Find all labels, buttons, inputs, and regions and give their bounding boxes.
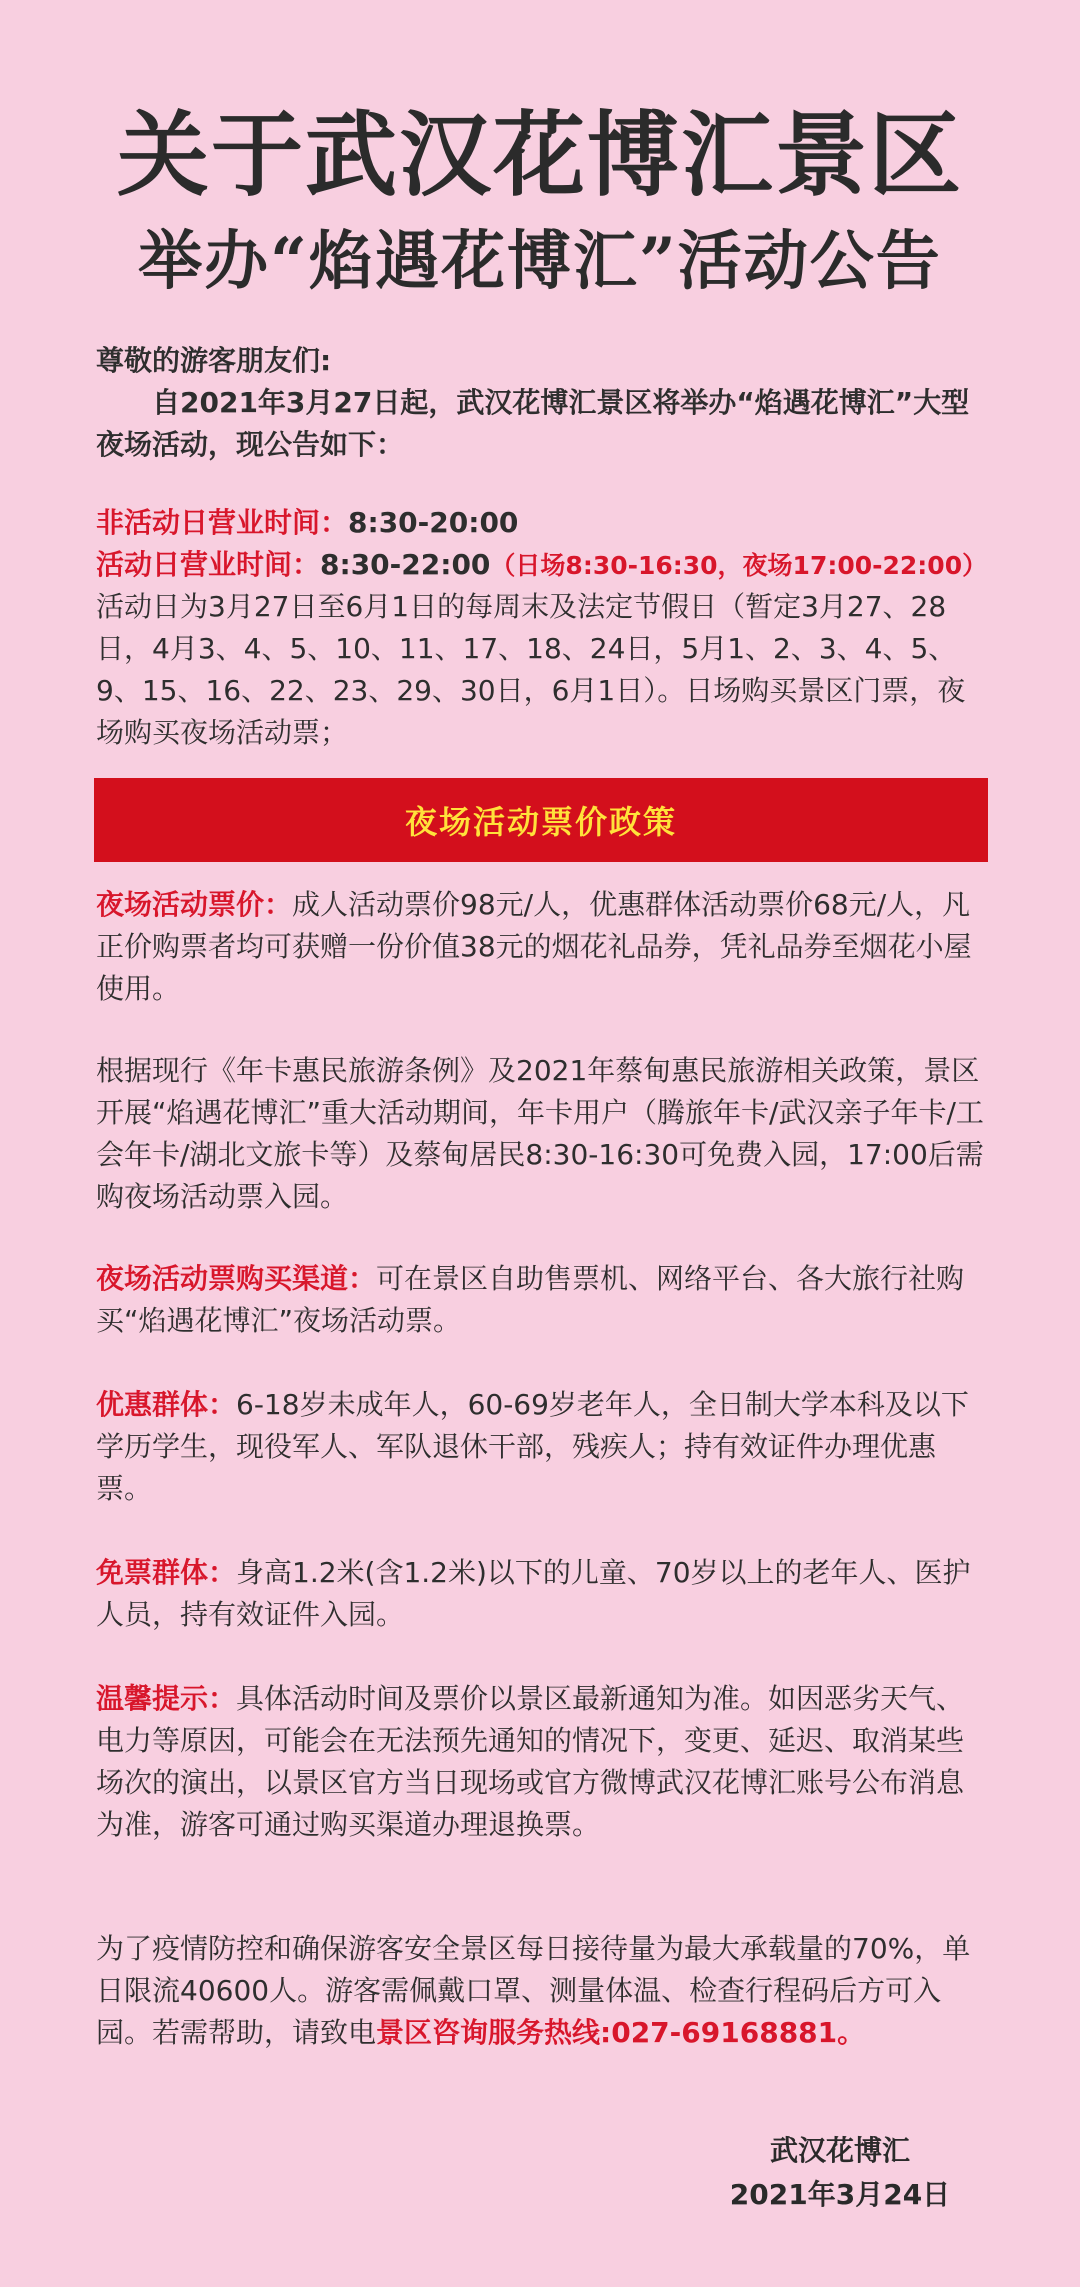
discount-group-label: 优惠群体：: [96, 1388, 237, 1421]
warm-tips-label: 温馨提示：: [96, 1682, 237, 1715]
signature-date: 2021年3月24日: [729, 2178, 951, 2211]
night-ticket-price-label: 夜场活动票价：: [96, 888, 293, 921]
non-event-hours-label: 非活动日营业时间：: [96, 506, 349, 539]
signature-org: 武汉花博汇: [769, 2134, 910, 2167]
event-days: 活动日为3月27日至6月1日的每周末及法定节假日（暂定3月27、28日，4月3、4、5、10、11、17、18、24日，5月1、2、3、4、5、9、15、16、22、23、29、30日，6月1日）。日场购买景区门票，夜场购买夜场活动票；: [96, 590, 966, 749]
event-hours-value: 8:30-22:00: [320, 548, 491, 581]
epidemic-notice: [96, 1928, 988, 2054]
event-hours: [96, 544, 988, 587]
free-group-label: 免票群体：: [96, 1556, 237, 1589]
intro-paragraph: 自2021年3月27日起，武汉花博汇景区将举办“焰遇花博汇”大型夜场活动，现公告如下：: [96, 386, 970, 461]
greeting: 尊敬的游客朋友们:: [96, 344, 332, 377]
page-title: 关于武汉花博汇景区: [116, 101, 963, 209]
night-ticket-price-text: 成人活动票价98元/人，优惠群体活动票价68元/人，凡正价购票者均可获赠一份价值38元的烟花礼品券，凭礼品券至烟花小屋使用。: [96, 888, 972, 1005]
ticket-policy-banner: 夜场活动票价政策: [94, 778, 988, 862]
non-event-hours: [96, 502, 988, 544]
non-event-hours-value: 8:30-20:00: [348, 506, 519, 539]
discount-group-text: 6-18岁未成年人，60-69岁老年人，全日制大学本科及以下学历学生，现役军人、军队退休干部，残疾人；持有效证件办理优惠票。: [96, 1388, 969, 1505]
free-group-text: 身高1.2米(含1.2米)以下的儿童、70岁以上的老年人、医护人员，持有效证件入园。: [96, 1556, 971, 1631]
warm-tips: [96, 1678, 988, 1846]
night-ticket-price: [96, 884, 988, 1010]
epidemic-notice-text: 为了疫情防控和确保游客安全景区每日接待量为最大承载量的70%，单日限流40600人。游客需佩戴口罩、测量体温、检查行程码后方可入园。若需帮助，请致电: [96, 1932, 971, 2049]
hotline: 景区咨询服务热线:027-69168881。: [376, 2016, 866, 2049]
purchase-channel-label: 夜场活动票购买渠道：: [96, 1262, 377, 1295]
free-group: [96, 1552, 988, 1636]
page-subtitle: 举办“焰遇花博汇”活动公告: [138, 224, 942, 299]
annual-card-policy: 根据现行《年卡惠民旅游条例》及2021年蔡甸惠民旅游相关政策，景区开展“焰遇花博汇”重大活动期间，年卡用户（腾旅年卡/武汉亲子年卡/工会年卡/湖北文旅卡等）及蔡甸居民8:30-16:30可免费入园，17:00后需购夜场活动票入园。: [96, 1054, 984, 1213]
event-hours-label: 活动日营业时间：: [96, 548, 321, 581]
warm-tips-text: 具体活动时间及票价以景区最新通知为准。如因恶劣天气、电力等原因，可能会在无法预先通知的情况下，变更、延迟、取消某些场次的演出，以景区官方当日现场或官方微博武汉花博汇账号公布消息为准，游客可通过购买渠道办理退换票。: [96, 1682, 965, 1841]
discount-group: [96, 1384, 988, 1510]
event-hours-detail: （日场8:30-16:30，夜场17:00-22:00）: [490, 551, 988, 580]
purchase-channel-text: 可在景区自助售票机、网络平台、各大旅行社购买“焰遇花博汇”夜场活动票。: [96, 1262, 965, 1337]
purchase-channel: [96, 1258, 988, 1342]
